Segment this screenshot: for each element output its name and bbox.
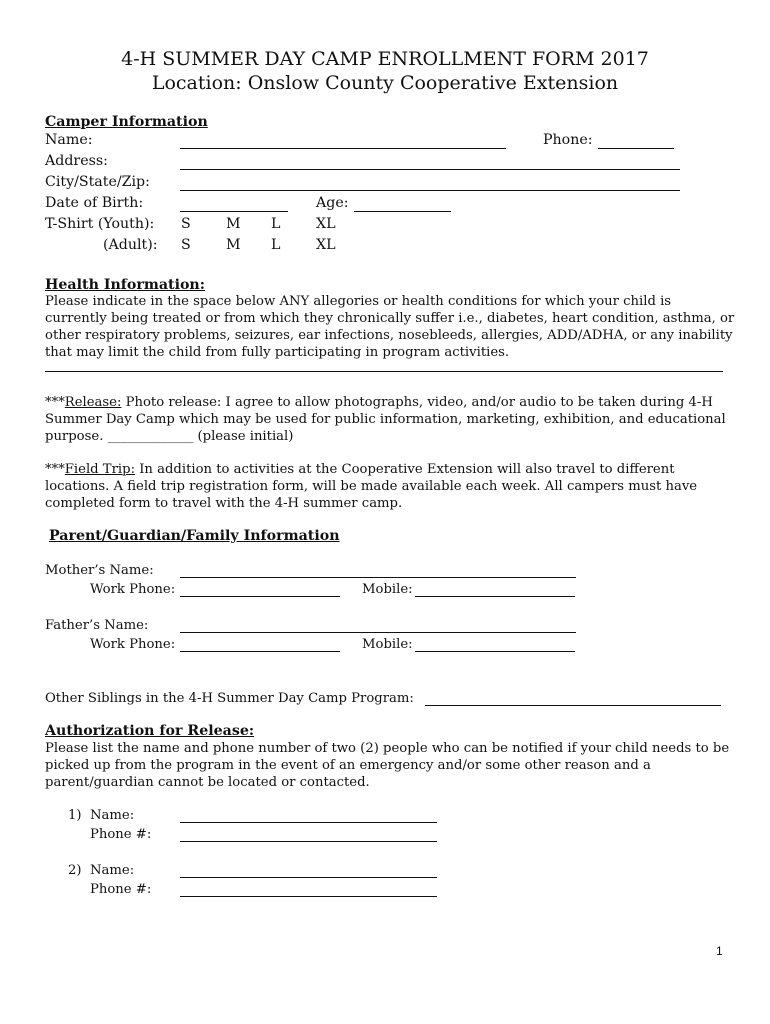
dob-field[interactable] bbox=[180, 211, 288, 212]
field-trip-prefix: *** bbox=[45, 462, 65, 477]
contact-2-name-field[interactable] bbox=[180, 877, 437, 878]
contact-1-phone-label: Phone #: bbox=[90, 827, 152, 842]
contact-2-number: 2) bbox=[68, 863, 82, 878]
adult-size-l[interactable]: L bbox=[271, 237, 281, 253]
camper-info-heading: Camper Information bbox=[45, 114, 208, 130]
tshirt-youth-label: T-Shirt (Youth): bbox=[45, 216, 155, 232]
father-mobile-field[interactable] bbox=[415, 651, 575, 652]
mother-name-field[interactable] bbox=[180, 577, 576, 578]
father-mobile-label: Mobile: bbox=[362, 637, 413, 652]
contact-2-phone-field[interactable] bbox=[180, 896, 437, 897]
photo-release-paragraph bbox=[45, 394, 735, 445]
health-info-heading: Health Information: bbox=[45, 277, 205, 293]
contact-2-phone-label: Phone #: bbox=[90, 882, 152, 897]
release-prefix: *** bbox=[45, 395, 65, 410]
adult-size-s[interactable]: S bbox=[181, 237, 191, 253]
phone-label: Phone: bbox=[543, 132, 593, 148]
youth-size-l[interactable]: L bbox=[271, 216, 281, 232]
father-work-phone-field[interactable] bbox=[180, 651, 340, 652]
contact-1-name-field[interactable] bbox=[180, 822, 437, 823]
siblings-label: Other Siblings in the 4-H Summer Day Camp Program: bbox=[45, 691, 414, 706]
city-state-zip-label: City/State/Zip: bbox=[45, 174, 150, 190]
father-work-phone-label: Work Phone: bbox=[90, 637, 176, 652]
release-text: Photo release: I agree to allow photographs, video, and/or audio to be taken during 4-H Summer Day Camp which may be used for public information, marketing, exhibition, and educational purpose. _____________ (please initial) bbox=[45, 395, 726, 444]
authorization-text: Please list the name and phone number of two (2) people who can be notified if your child needs to be picked up from the program in the event of an emergency and/or some other reason and a parent/guardian cannot be located or contacted. bbox=[45, 741, 730, 790]
tshirt-adult-label: (Adult): bbox=[103, 237, 158, 253]
name-label: Name: bbox=[45, 132, 93, 148]
camper-phone-field[interactable] bbox=[598, 148, 674, 149]
age-label: Age: bbox=[316, 195, 349, 211]
father-name-label: Father’s Name: bbox=[45, 618, 149, 633]
mother-mobile-label: Mobile: bbox=[362, 582, 413, 597]
form-title: 4-H SUMMER DAY CAMP ENROLLMENT FORM 2017 bbox=[121, 48, 649, 70]
contact-1-name-label: Name: bbox=[90, 808, 135, 823]
mother-work-phone-label: Work Phone: bbox=[90, 582, 176, 597]
youth-size-xl[interactable]: XL bbox=[316, 216, 336, 232]
city-state-zip-field[interactable] bbox=[180, 190, 680, 191]
mother-work-phone-field[interactable] bbox=[180, 596, 340, 597]
dob-label: Date of Birth: bbox=[45, 195, 144, 211]
page-number: 1 bbox=[716, 944, 723, 958]
age-field[interactable] bbox=[354, 211, 451, 212]
health-conditions-field[interactable] bbox=[45, 371, 723, 372]
contact-1-number: 1) bbox=[68, 808, 82, 823]
health-info-text: Please indicate in the space below ANY allegories or health conditions for which your child is currently being treated or from which they chronically suffer i.e., diabetes, heart condition, asthma, or other respiratory problems, seizures, ear infections, nosebleeds, allergies, ADD/ADHA, or any inability that may limit the child from fully participating in program activities. bbox=[45, 294, 735, 360]
field-trip-text: In addition to activities at the Cooperative Extension will also travel to different locations. A field trip registration form, will be made available each week. All campers must have completed form to travel with the 4-H summer camp. bbox=[45, 462, 698, 511]
authorization-heading: Authorization for Release: bbox=[45, 723, 255, 739]
mother-name-label: Mother’s Name: bbox=[45, 563, 154, 578]
adult-size-m[interactable]: M bbox=[226, 237, 241, 253]
father-name-field[interactable] bbox=[180, 632, 576, 633]
family-info-heading: Parent/Guardian/Family Information bbox=[49, 528, 340, 544]
address-label: Address: bbox=[45, 153, 108, 169]
release-label: Release: bbox=[64, 395, 122, 410]
youth-size-s[interactable]: S bbox=[181, 216, 191, 232]
form-location: Location: Onslow County Cooperative Extension bbox=[151, 72, 619, 94]
siblings-field[interactable] bbox=[425, 705, 721, 706]
adult-size-xl[interactable]: XL bbox=[316, 237, 336, 253]
youth-size-m[interactable]: M bbox=[226, 216, 241, 232]
camper-name-field[interactable] bbox=[180, 148, 506, 149]
field-trip-label: Field Trip: bbox=[64, 462, 136, 477]
contact-2-name-label: Name: bbox=[90, 863, 135, 878]
field-trip-paragraph bbox=[45, 461, 735, 512]
mother-mobile-field[interactable] bbox=[415, 596, 575, 597]
contact-1-phone-field[interactable] bbox=[180, 841, 437, 842]
address-field[interactable] bbox=[180, 169, 680, 170]
